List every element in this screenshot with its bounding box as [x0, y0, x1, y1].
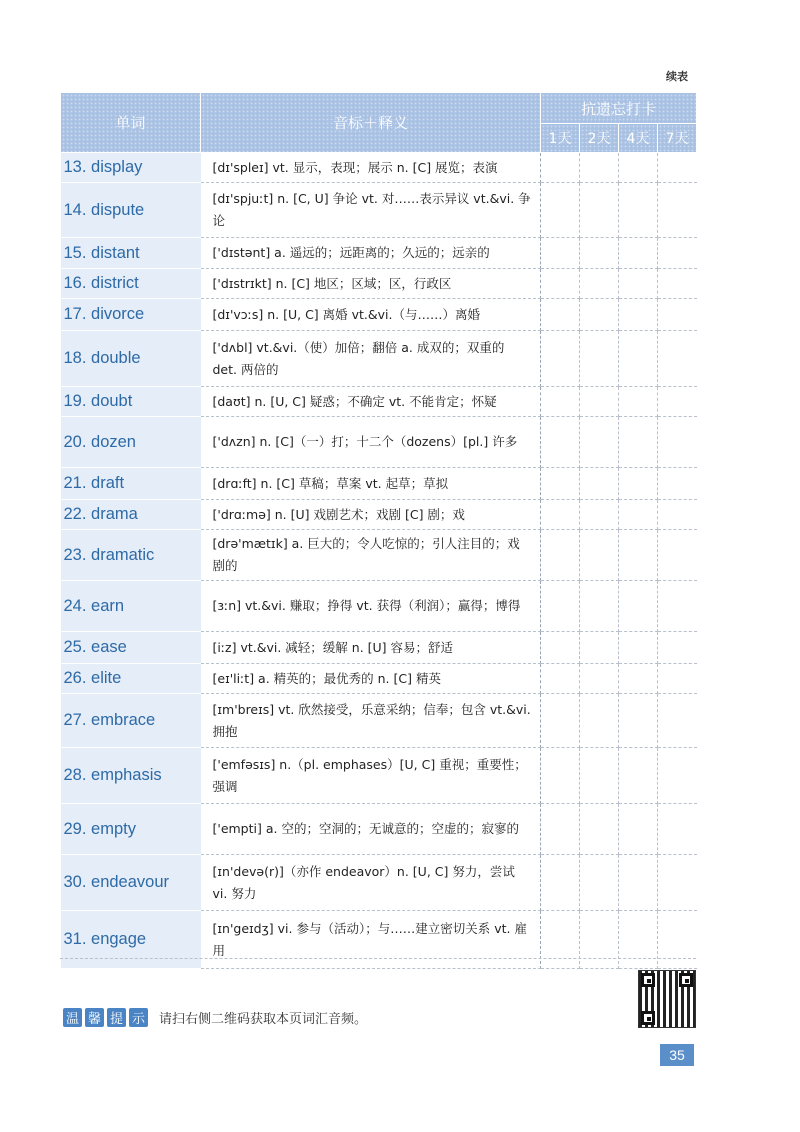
- review-checkbox-cell[interactable]: [619, 331, 658, 387]
- review-checkbox-cell[interactable]: [580, 500, 619, 530]
- review-checkbox-cell[interactable]: [658, 804, 697, 855]
- review-checkbox-cell[interactable]: [580, 632, 619, 664]
- table-row: [61, 500, 697, 530]
- review-checkbox-cell[interactable]: [619, 530, 658, 581]
- review-checkbox-cell[interactable]: [619, 911, 658, 969]
- review-checkbox-cell[interactable]: [658, 530, 697, 581]
- table-row: [61, 911, 697, 969]
- definition-cell: ['dʌbl] vt.&vi.（使）加倍；翻倍 a. 成双的；双重的 det. 两倍的: [201, 331, 541, 387]
- review-checkbox-cell[interactable]: [580, 855, 619, 911]
- review-checkbox-cell[interactable]: [580, 664, 619, 694]
- definition-cell: ['empti] a. 空的；空洞的；无诚意的；空虚的；寂寥的: [201, 804, 541, 855]
- table-row: [61, 468, 697, 500]
- review-checkbox-cell[interactable]: [619, 500, 658, 530]
- page-number: 35: [660, 1044, 694, 1066]
- review-checkbox-cell[interactable]: [658, 468, 697, 500]
- tip-badge: 温: [63, 1008, 82, 1027]
- review-checkbox-cell[interactable]: [619, 238, 658, 269]
- word-cell: 21. draft: [61, 468, 201, 500]
- review-checkbox-cell[interactable]: [619, 581, 658, 632]
- table-row: [61, 530, 697, 581]
- review-checkbox-cell[interactable]: [619, 664, 658, 694]
- definition-cell: ['emfəsɪs] n.（pl. emphases）[U, C] 重视；重要性；强调: [201, 748, 541, 804]
- header-day-2: 2天: [580, 124, 619, 153]
- review-checkbox-cell[interactable]: [580, 530, 619, 581]
- review-checkbox-cell[interactable]: [580, 238, 619, 269]
- review-checkbox-cell[interactable]: [658, 855, 697, 911]
- tip-badge: 示: [129, 1008, 148, 1027]
- word-cell: 20. dozen: [61, 417, 201, 468]
- definition-cell: [iːz] vt.&vi. 减轻；缓解 n. [U] 容易；舒适: [201, 632, 541, 664]
- review-checkbox-cell[interactable]: [619, 153, 658, 183]
- definition-cell: [ɜːn] vt.&vi. 赚取；挣得 vt. 获得（利润）；赢得；博得: [201, 581, 541, 632]
- review-checkbox-cell[interactable]: [658, 238, 697, 269]
- tip-badge: 馨: [85, 1008, 104, 1027]
- review-checkbox-cell[interactable]: [658, 632, 697, 664]
- review-checkbox-cell[interactable]: [541, 581, 580, 632]
- word-cell: 25. ease: [61, 632, 201, 664]
- review-checkbox-cell[interactable]: [541, 299, 580, 331]
- review-checkbox-cell[interactable]: [658, 153, 697, 183]
- word-cell: 27. embrace: [61, 694, 201, 748]
- review-checkbox-cell[interactable]: [580, 331, 619, 387]
- word-cell: 15. distant: [61, 238, 201, 269]
- review-checkbox-cell[interactable]: [619, 387, 658, 417]
- review-checkbox-cell[interactable]: [619, 468, 658, 500]
- review-checkbox-cell[interactable]: [619, 748, 658, 804]
- review-checkbox-cell[interactable]: [658, 694, 697, 748]
- word-cell: 13. display: [61, 153, 201, 183]
- qr-code[interactable]: [638, 970, 696, 1028]
- review-checkbox-cell[interactable]: [541, 331, 580, 387]
- table-row: [61, 804, 697, 855]
- review-checkbox-cell[interactable]: [619, 299, 658, 331]
- header-day-1: 1天: [541, 124, 580, 153]
- table-row: [61, 269, 697, 299]
- header-definition: 音标＋释义: [201, 93, 541, 153]
- word-cell: 28. emphasis: [61, 748, 201, 804]
- table-row: [61, 855, 697, 911]
- review-checkbox-cell[interactable]: [541, 694, 580, 748]
- review-checkbox-cell[interactable]: [658, 299, 697, 331]
- review-checkbox-cell[interactable]: [580, 581, 619, 632]
- review-checkbox-cell[interactable]: [580, 911, 619, 969]
- definition-cell: [dɪ'spleɪ] vt. 显示，表现；展示 n. [C] 展览；表演: [201, 153, 541, 183]
- review-checkbox-cell[interactable]: [580, 153, 619, 183]
- table-row: [61, 153, 697, 183]
- review-checkbox-cell[interactable]: [541, 153, 580, 183]
- review-checkbox-cell[interactable]: [580, 804, 619, 855]
- review-checkbox-cell[interactable]: [580, 748, 619, 804]
- definition-cell: [daʊt] n. [U, C] 疑惑；不确定 vt. 不能肯定；怀疑: [201, 387, 541, 417]
- word-cell: 29. empty: [61, 804, 201, 855]
- review-checkbox-cell[interactable]: [541, 269, 580, 299]
- definition-cell: [dɪ'vɔːs] n. [U, C] 离婚 vt.&vi.（与……）离婚: [201, 299, 541, 331]
- definition-cell: ['drɑːmə] n. [U] 戏剧艺术；戏剧 [C] 剧；戏: [201, 500, 541, 530]
- review-checkbox-cell[interactable]: [541, 664, 580, 694]
- word-cell: 24. earn: [61, 581, 201, 632]
- review-checkbox-cell[interactable]: [541, 911, 580, 969]
- definition-cell: [dɪ'spjuːt] n. [C, U] 争论 vt. 对……表示异议 vt.&vi. 争论: [201, 183, 541, 238]
- review-checkbox-cell[interactable]: [658, 331, 697, 387]
- table-row: [61, 299, 697, 331]
- review-checkbox-cell[interactable]: [541, 183, 580, 238]
- definition-cell: ['dɪstənt] a. 遥远的；远距离的；久远的；远亲的: [201, 238, 541, 269]
- header-review: 抗遗忘打卡: [541, 93, 697, 124]
- word-cell: 31. engage: [61, 911, 201, 969]
- word-cell: 19. doubt: [61, 387, 201, 417]
- definition-cell: ['dʌzn] n. [C]（一）打；十二个（dozens）[pl.] 许多: [201, 417, 541, 468]
- review-checkbox-cell[interactable]: [541, 417, 580, 468]
- review-checkbox-cell[interactable]: [580, 299, 619, 331]
- review-checkbox-cell[interactable]: [541, 468, 580, 500]
- review-checkbox-cell[interactable]: [619, 632, 658, 664]
- vocabulary-table: [60, 92, 697, 969]
- review-checkbox-cell[interactable]: [619, 804, 658, 855]
- definition-cell: ['dɪstrɪkt] n. [C] 地区；区域；区，行政区: [201, 269, 541, 299]
- review-checkbox-cell[interactable]: [580, 468, 619, 500]
- word-cell: 14. dispute: [61, 183, 201, 238]
- table-bottom-rule: [60, 958, 696, 959]
- definition-cell: [ɪn'geɪdʒ] vi. 参与（活动）；与……建立密切关系 vt. 雇用: [201, 911, 541, 969]
- review-checkbox-cell[interactable]: [658, 387, 697, 417]
- table-row: [61, 748, 697, 804]
- definition-cell: [ɪm'breɪs] vt. 欣然接受，乐意采纳；信奉；包含 vt.&vi. 拥抱: [201, 694, 541, 748]
- tip-text: 请扫右侧二维码获取本页词汇音频。: [159, 1012, 368, 1027]
- review-checkbox-cell[interactable]: [541, 238, 580, 269]
- review-checkbox-cell[interactable]: [541, 500, 580, 530]
- word-cell: 30. endeavour: [61, 855, 201, 911]
- review-checkbox-cell[interactable]: [580, 417, 619, 468]
- review-checkbox-cell[interactable]: [658, 500, 697, 530]
- review-checkbox-cell[interactable]: [541, 632, 580, 664]
- table-row: [61, 581, 697, 632]
- word-cell: 23. dramatic: [61, 530, 201, 581]
- review-checkbox-cell[interactable]: [658, 269, 697, 299]
- review-checkbox-cell[interactable]: [580, 694, 619, 748]
- table-row: [61, 632, 697, 664]
- table-row: [61, 417, 697, 468]
- table-row: [61, 183, 697, 238]
- definition-cell: [drə'mætɪk] a. 巨大的；令人吃惊的；引人注目的；戏剧的: [201, 530, 541, 581]
- review-checkbox-cell[interactable]: [541, 387, 580, 417]
- definition-cell: [ɪn'devə(r)]（亦作 endeavor）n. [U, C] 努力，尝试 vi. 努力: [201, 855, 541, 911]
- tip-badge: 提: [107, 1008, 126, 1027]
- review-checkbox-cell[interactable]: [541, 855, 580, 911]
- tip-bar: [63, 1008, 367, 1027]
- table-row: [61, 238, 697, 269]
- word-cell: 16. district: [61, 269, 201, 299]
- review-checkbox-cell[interactable]: [658, 581, 697, 632]
- review-checkbox-cell[interactable]: [658, 664, 697, 694]
- word-cell: 22. drama: [61, 500, 201, 530]
- review-checkbox-cell[interactable]: [619, 269, 658, 299]
- header-word: 单词: [61, 93, 201, 153]
- review-checkbox-cell[interactable]: [619, 417, 658, 468]
- review-checkbox-cell[interactable]: [619, 855, 658, 911]
- review-checkbox-cell[interactable]: [541, 804, 580, 855]
- review-checkbox-cell[interactable]: [580, 387, 619, 417]
- word-cell: 26. elite: [61, 664, 201, 694]
- review-checkbox-cell[interactable]: [658, 417, 697, 468]
- review-checkbox-cell[interactable]: [580, 269, 619, 299]
- review-checkbox-cell[interactable]: [619, 183, 658, 238]
- continued-label: 续表: [666, 70, 688, 83]
- review-checkbox-cell[interactable]: [619, 694, 658, 748]
- definition-cell: [eɪ'liːt] a. 精英的；最优秀的 n. [C] 精英: [201, 664, 541, 694]
- review-checkbox-cell[interactable]: [658, 911, 697, 969]
- table-row: [61, 331, 697, 387]
- review-checkbox-cell[interactable]: [658, 183, 697, 238]
- word-cell: 18. double: [61, 331, 201, 387]
- table-row: [61, 387, 697, 417]
- review-checkbox-cell[interactable]: [541, 748, 580, 804]
- table-row: [61, 694, 697, 748]
- table-row: [61, 664, 697, 694]
- review-checkbox-cell[interactable]: [658, 748, 697, 804]
- header-day-7: 7天: [658, 124, 697, 153]
- definition-cell: [drɑːft] n. [C] 草稿；草案 vt. 起草；草拟: [201, 468, 541, 500]
- word-cell: 17. divorce: [61, 299, 201, 331]
- header-day-4: 4天: [619, 124, 658, 153]
- review-checkbox-cell[interactable]: [541, 530, 580, 581]
- review-checkbox-cell[interactable]: [580, 183, 619, 238]
